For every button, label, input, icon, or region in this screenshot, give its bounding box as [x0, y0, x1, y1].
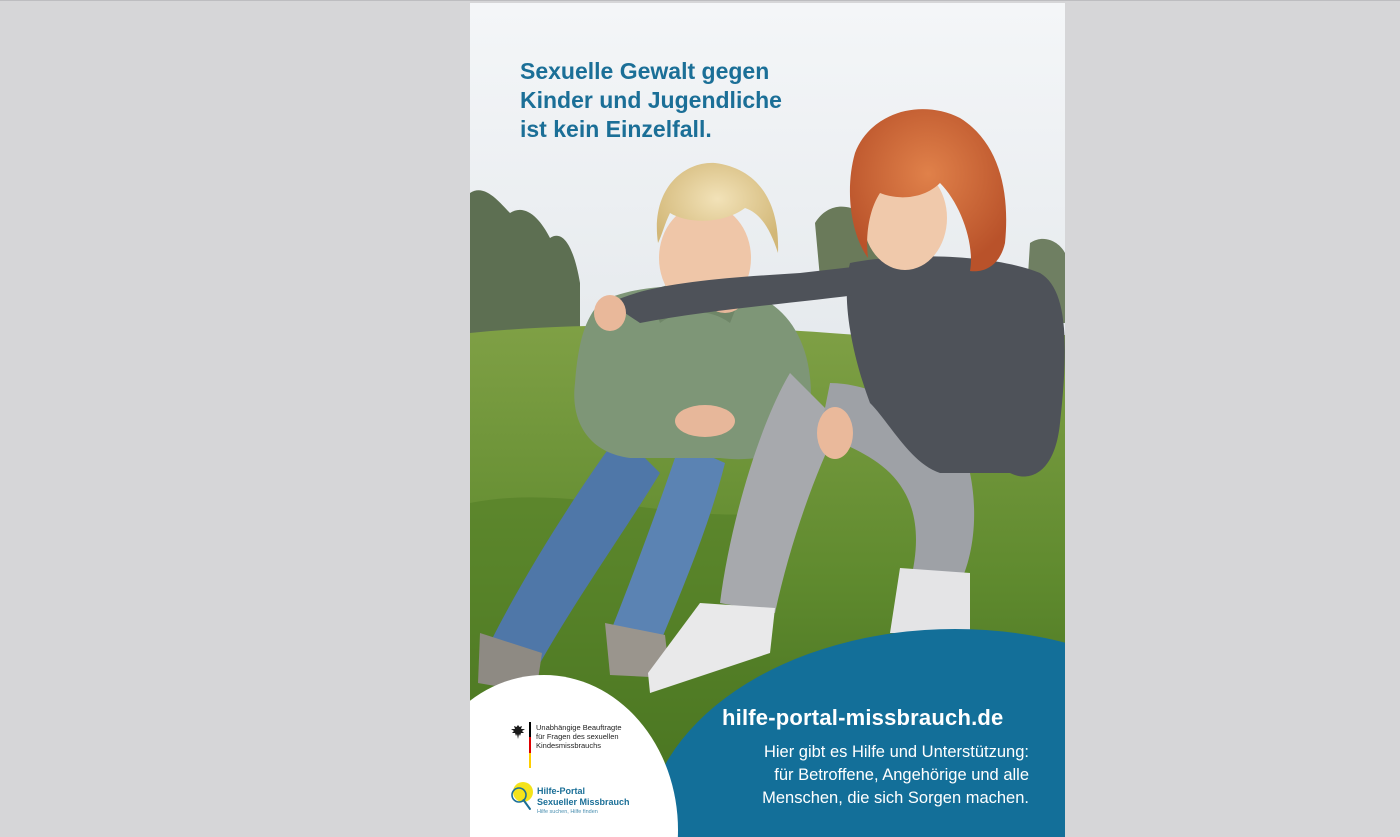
headline-line-2: Kinder und Jugendliche	[520, 87, 782, 113]
support-line-2: für Betroffene, Angehörige und alle	[774, 766, 1029, 784]
support-line-1: Hier gibt es Hilfe und Unterstützung:	[763, 743, 1029, 761]
headline-line-3: ist kein Einzelfall.	[520, 116, 712, 142]
portal-name-line-1: Hilfe-Portal	[537, 786, 586, 796]
headline	[520, 57, 782, 144]
portal-tagline: Hilfe suchen, Hilfe finden	[537, 809, 598, 815]
portal-name-line-2: Sexueller Missbrauch	[537, 796, 630, 807]
magnifier-icon	[508, 781, 534, 815]
authority-name	[536, 723, 622, 750]
portal-name	[537, 786, 630, 807]
federal-eagle-icon	[510, 724, 526, 740]
authority-line-1: Unabhängige Beauftragte	[536, 723, 622, 732]
german-flag-bar	[529, 722, 531, 768]
authority-line-3: Kindesmissbrauchs	[536, 741, 602, 750]
support-line-3: Menschen, die sich Sorgen machen.	[762, 789, 1029, 807]
poster-page	[470, 3, 1065, 837]
authority-line-2: für Fragen des sexuellen	[536, 732, 619, 741]
portal-url[interactable]: hilfe-portal-missbrauch.de	[722, 705, 1004, 730]
headline-line-1: Sexuelle Gewalt gegen	[520, 58, 770, 84]
support-text	[699, 741, 1029, 810]
